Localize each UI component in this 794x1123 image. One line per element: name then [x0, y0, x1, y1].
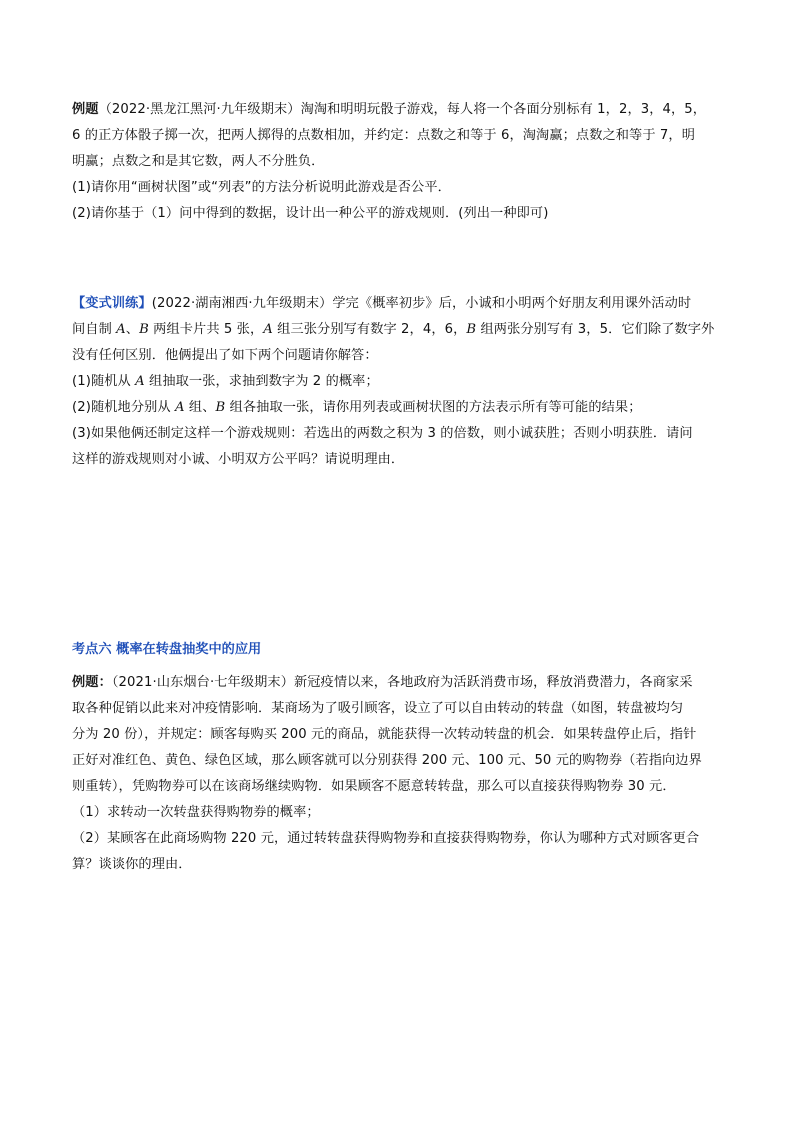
variant-text-2b: 、	[125, 322, 140, 337]
variant-text-2e: 组两张分别写有 3，5．它们除了数字外	[476, 322, 715, 337]
variable-a: A	[135, 374, 145, 389]
example-2-line-4: 正好对准红色、黄色、绿色区域，那么顾客就可以分别获得 200 元、100 元、50 元的购物券（若指向边界	[72, 753, 702, 768]
variable-a: A	[263, 322, 273, 337]
example-1-line-2: 6 的正方体骰子掷一次，把两人掷得的点数相加，并约定：点数之和等于 6，淘淘赢；点数之和等于 7，明	[72, 128, 695, 143]
example-2-line-3: 分为 20 份），并规定：顾客每购买 200 元的商品，就能获得一次转动转盘的机会．如果转盘停止后，指针	[72, 727, 697, 742]
example-2-question-1: （1）求转动一次转盘获得购物券的概率；	[72, 805, 320, 820]
example-2-line-5: 则重转），凭购物券可以在该商场继续购物．如果顾客不愿意转转盘，那么可以直接获得购物券 30 元．	[72, 779, 676, 794]
variant-text-4a: (1)随机从	[72, 374, 136, 389]
example-2-block	[72, 670, 732, 878]
variant-text-2c: 两组卡片共 5 张，	[148, 322, 264, 337]
variant-training-label: 【变式训练】	[72, 296, 152, 311]
example-2-question-2: （2）某顾客在此商场购物 220 元，通过转转盘获得购物券和直接获得购物券，你认为哪种方式对顾客更合	[72, 831, 700, 846]
variant-text-5b: 组、	[184, 400, 216, 415]
variant-line-2	[72, 317, 732, 343]
example-1-text-1: （2022·黑龙江黑河·九年级期末）淘淘和明明玩骰子游戏，每人将一个各面分别标有 1，2，3，4，5，	[98, 102, 707, 117]
example-1-question-2: (2)请你基于（1）问中得到的数据，设计出一种公平的游戏规则．(列出一种即可)	[72, 206, 549, 221]
variant-text-5a: (2)随机地分别从	[72, 400, 175, 415]
variable-a: A	[116, 322, 126, 337]
variant-text-5c: 组各抽取一张，请你用列表或画树状图的方法表示所有等可能的结果；	[225, 400, 642, 415]
example-label: 例题：	[72, 675, 112, 690]
example-1-line-1	[72, 97, 732, 123]
variant-line-3: 没有任何区别．他俩提出了如下两个问题请你解答：	[72, 348, 378, 363]
variable-b: B	[466, 322, 477, 337]
section-6-block	[72, 637, 732, 663]
example-label: 例题	[72, 102, 99, 117]
variant-question-1	[72, 369, 732, 395]
variable-a: A	[175, 400, 185, 415]
variant-question-2	[72, 395, 732, 421]
variant-line-1	[72, 291, 732, 317]
variant-question-3-cont: 这样的游戏规则对小诚、小明双方公平吗？请说明理由．	[72, 452, 405, 467]
example-2-line-1	[72, 670, 732, 696]
variant-question-3: (3)如果他俩还制定这样一个游戏规则：若选出的两数之积为 3 的倍数，则小诚获胜；否则小明获胜．请问	[72, 426, 693, 441]
variant-text-1: (2022·湖南湘西·九年级期末）学完《概率初步》后，小诚和小明两个好朋友利用课外活动时	[151, 296, 692, 311]
variant-text-4b: 组抽取一张，求抽到数字为 2 的概率；	[144, 374, 379, 389]
example-1-question-1: (1)请你用“画树状图”或“列表”的方法分析说明此游戏是否公平．	[72, 180, 451, 195]
variant-training-block	[72, 291, 732, 473]
variant-text-2d: 组三张分别写有数字 2，4，6，	[272, 322, 467, 337]
example-2-line-2: 取各种促销以此来对冲疫情影响．某商场为了吸引顾客，设立了可以自由转动的转盘（如图，转盘被均匀	[72, 701, 684, 716]
section-heading: 考点六 概率在转盘抽奖中的应用	[72, 642, 262, 657]
example-2-question-2-cont: 算？谈谈你的理由．	[72, 857, 192, 872]
example-1-block	[72, 97, 732, 227]
variable-b: B	[215, 400, 226, 415]
example-1-line-3: 明赢；点数之和是其它数，两人不分胜负．	[72, 154, 325, 169]
variable-b: B	[139, 322, 149, 337]
variant-text-2a: 间自制	[72, 322, 117, 337]
example-2-text-1: （2021·山东烟台·七年级期末）新冠疫情以来，各地政府为活跃消费市场，释放消费潜力，各商家采	[111, 675, 693, 690]
